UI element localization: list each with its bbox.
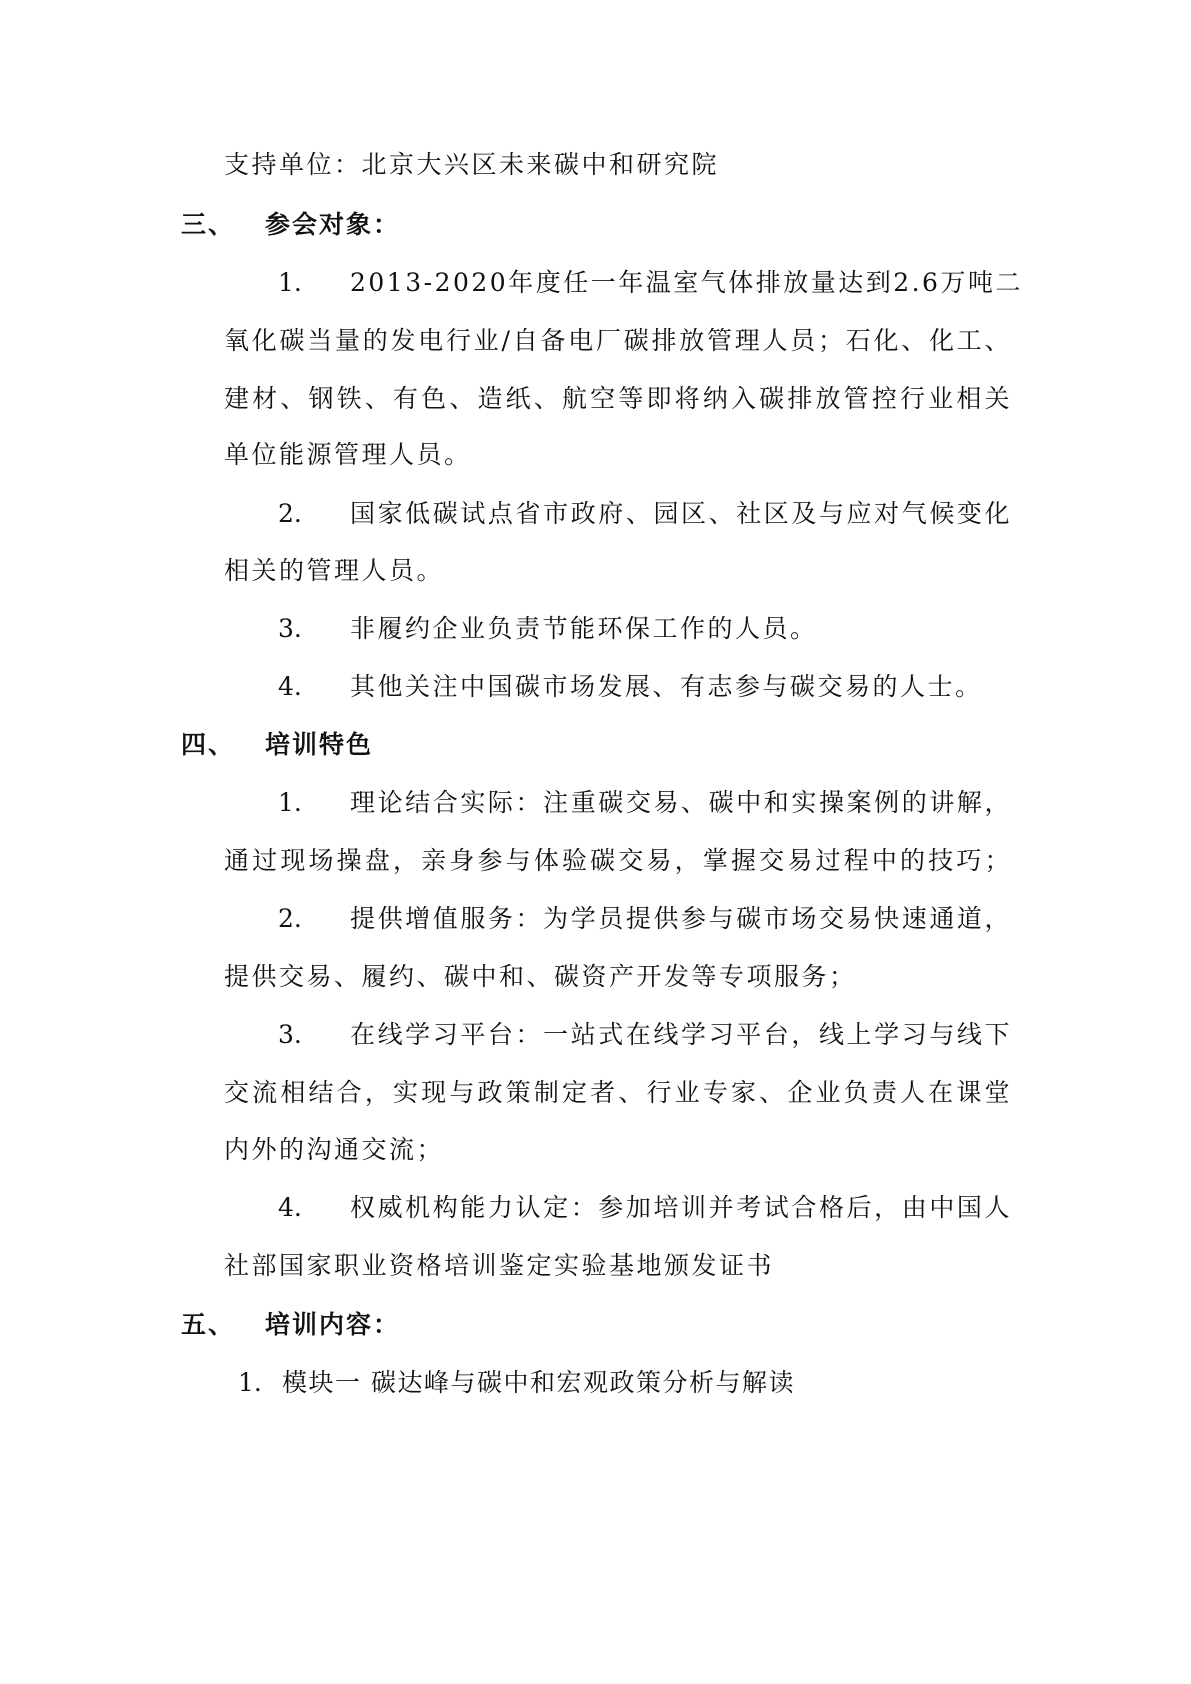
- module-text: 模块一 碳达峰与碳中和宏观政策分析与解读: [282, 1368, 795, 1397]
- list-item-text: 其他关注中国碳市场发展、有志参与碳交易的人士。: [350, 672, 983, 701]
- list-item-number: 2.: [278, 904, 302, 933]
- list-item-continuation: 相关的管理人员。: [224, 556, 445, 585]
- section-heading-3: [181, 210, 400, 240]
- list-item-number: 4.: [278, 1193, 302, 1222]
- module-item-1: [238, 1368, 795, 1398]
- list-item-number: 1.: [278, 788, 302, 817]
- section-heading-5: [181, 1310, 400, 1340]
- list-item-text: 权威机构能力认定：参加培训并考试合格后，由中国人: [350, 1193, 1012, 1222]
- section-title: 培训特色: [265, 730, 374, 759]
- section-title: 培训内容：: [265, 1310, 401, 1339]
- module-number: 1.: [238, 1368, 262, 1397]
- list-item-text: 提供增值服务：为学员提供参与碳市场交易快速通道，: [350, 904, 1012, 933]
- list-item-text: 国家低碳试点省市政府、园区、社区及与应对气候变化: [350, 499, 1012, 528]
- list-item-continuation: 建材、钢铁、有色、造纸、航空等即将纳入碳排放管控行业相关: [224, 384, 1012, 413]
- list-item-number: 2.: [278, 499, 302, 528]
- list-item-text: 非履约企业负责节能环保工作的人员。: [350, 614, 818, 643]
- list-item-number: 4.: [278, 672, 302, 701]
- list-item-text: 在线学习平台：一站式在线学习平台，线上学习与线下: [350, 1020, 1012, 1049]
- list-item-continuation: 氧化碳当量的发电行业/自备电厂碳排放管理人员；石化、化工、: [224, 326, 1012, 355]
- section-number: 三、: [181, 210, 236, 239]
- section-number: 四、: [181, 730, 236, 759]
- list-item-continuation: 社部国家职业资格培训鉴定实验基地颁发证书: [224, 1251, 775, 1280]
- support-unit: 支持单位：北京大兴区未来碳中和研究院: [224, 150, 720, 179]
- list-item-continuation: 通过现场操盘，亲身参与体验碳交易，掌握交易过程中的技巧；: [224, 846, 1012, 875]
- section-heading-4: [181, 730, 373, 760]
- list-item-continuation: 内外的沟通交流；: [224, 1135, 445, 1164]
- section-title: 参会对象：: [265, 210, 401, 239]
- list-item-number: 1.: [278, 268, 302, 297]
- section-number: 五、: [181, 1310, 236, 1339]
- list-item-text: 理论结合实际：注重碳交易、碳中和实操案例的讲解，: [350, 788, 1012, 817]
- list-item-continuation: 交流相结合，实现与政策制定者、行业专家、企业负责人在课堂: [224, 1078, 1012, 1107]
- list-item-continuation: 单位能源管理人员。: [224, 440, 472, 469]
- list-item-continuation: 提供交易、履约、碳中和、碳资产开发等专项服务；: [224, 962, 857, 991]
- list-item-number: 3.: [278, 1020, 302, 1049]
- list-item-text: 2013-2020年度任一年温室气体排放量达到2.6万吨二: [350, 268, 1023, 297]
- list-item-number: 3.: [278, 614, 302, 643]
